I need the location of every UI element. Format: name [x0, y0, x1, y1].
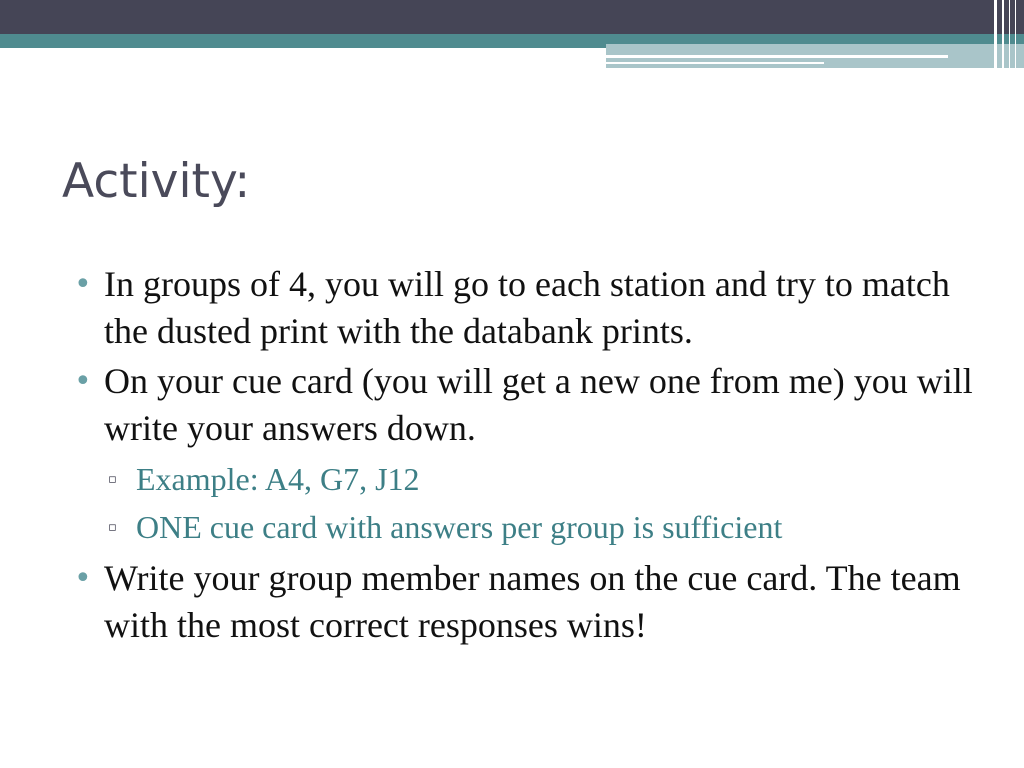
square-bullet-icon: ▫ — [108, 520, 117, 535]
bullet-dot-icon: • — [74, 364, 92, 399]
sub-bullet-item — [74, 503, 974, 551]
sub-bullet-item — [74, 455, 974, 503]
bullet-item — [74, 358, 974, 452]
header-dark-band — [0, 0, 1024, 34]
header-line-b — [606, 62, 824, 64]
slide-body — [74, 261, 974, 652]
header-edge-stripes — [988, 0, 1024, 68]
bullet-dot-icon: • — [74, 561, 92, 596]
bullet-text: Write your group member names on the cue card. The team with the most correct responses wins! — [104, 558, 961, 645]
slide-title: Activity: — [62, 154, 251, 209]
bullet-dot-icon: • — [74, 267, 92, 302]
sub-bullet-text: ONE cue card with answers per group is sufficient — [136, 509, 783, 545]
header-line-a — [606, 55, 948, 58]
bullet-text: On your cue card (you will get a new one from me) you will write your answers down. — [104, 361, 973, 448]
square-bullet-icon: ▫ — [108, 472, 117, 487]
bullet-item — [74, 261, 974, 355]
sub-bullet-text: Example: A4, G7, J12 — [136, 461, 420, 497]
bullet-text: In groups of 4, you will go to each station and try to match the dusted print with the databank prints. — [104, 264, 950, 351]
bullet-item — [74, 555, 974, 649]
